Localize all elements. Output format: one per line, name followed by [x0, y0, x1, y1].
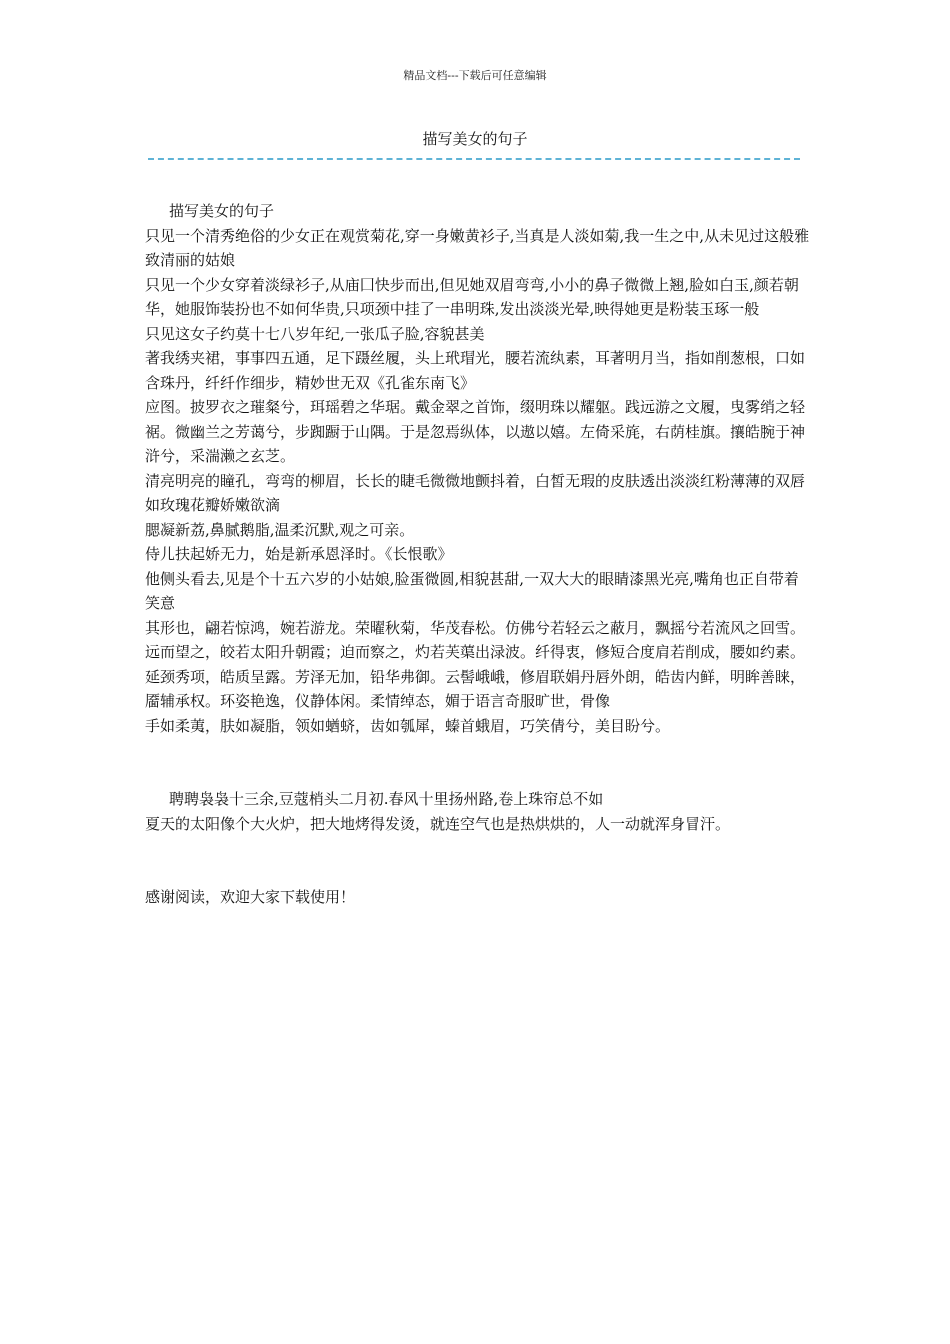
paragraph: 清亮明亮的瞳孔，弯弯的柳眉，长长的睫毛微微地颤抖着，白皙无瑕的皮肤透出淡淡红粉薄薄的双唇如玫瑰花瓣娇嫩欲滴	[145, 471, 806, 514]
paragraph: 只见这女子约莫十七八岁年纪,一张瓜子脸,容貌甚美	[145, 324, 485, 343]
paragraph: 聘聘袅袅十三余,豆蔻梢头二月初.春风十里扬州路,卷上珠帘总不如	[169, 790, 604, 808]
paragraph: 手如柔荑，肤如凝脂，领如蝤蛴，齿如瓠犀，螓首蛾眉，巧笑倩兮，美目盼兮。	[145, 716, 671, 735]
paragraph: 夏天的太阳像个大火炉，把大地烤得发烫，就连空气也是热烘烘的，人一动就浑身冒汗。	[145, 814, 731, 833]
paragraph: 只见一个清秀绝俗的少女正在观赏菊花,穿一身嫩黄衫子,当真是人淡如菊,我一生之中,从未见过这般雅致清丽的姑娘	[145, 226, 810, 269]
closing-note: 感谢阅读，欢迎大家下载使用！	[145, 888, 356, 906]
header-note: 精品文档---下载后可任意编辑	[403, 69, 547, 82]
blank-space	[145, 836, 810, 885]
document-body	[145, 199, 810, 910]
paragraph: 腮凝新荔,鼻腻鹅脂,温柔沉默,观之可亲。	[145, 520, 415, 539]
title-divider	[148, 158, 800, 160]
paragraph: 著我绣夹裙，事事四五通，足下蹑丝履，头上玳瑁光，腰若流纨素，耳著明月当，指如削葱根，口如含珠丹，纤纤作细步，精妙世无双《孔雀东南飞》	[145, 349, 806, 392]
paragraph: 其形也，翩若惊鸿，婉若游龙。荣曜秋菊，华茂春松。仿佛兮若轻云之蔽月，飘摇兮若流风之回雪。远而望之，皎若太阳升朝霞；迫而察之，灼若芙蕖出渌波。纤得衷，修短合度肩若削成，腰如约素。延颈秀项，皓质呈露。芳泽无加，铅华弗御。云髻峨峨，修眉联娟丹唇外朗，皓齿内鲜，明眸善睐，靥辅承权。环姿艳逸，仪静体闲。柔情绰态，媚于语言奇服旷世，骨像	[145, 618, 806, 710]
paragraph: 侍儿扶起娇无力，始是新承恩泽时。《长恨歌》	[145, 545, 453, 563]
paragraph: 只见一个少女穿着淡绿衫子,从庙囗快步而出,但见她双眉弯弯,小小的鼻子微微上翘,脸如白玉,颜若朝华，她服饰装扮也不如何华贵,只项颈中挂了一串明珠,发出淡淡光晕,映得她更是粉装玉琢一般	[145, 275, 799, 318]
blank-space	[145, 738, 810, 787]
document-title: 描写美女的句子	[422, 130, 528, 148]
section-heading: 描写美女的句子	[169, 202, 275, 220]
paragraph: 应图。披罗衣之璀粲兮，珥瑶碧之华琚。戴金翠之首饰，缀明珠以耀躯。践远游之文履，曳雾绡之轻裾。微幽兰之芳蔼兮，步踟蹰于山隅。于是忽焉纵体，以遨以嬉。左倚采旄，右荫桂旗。攘皓腕于神浒兮，采湍濑之玄芝。	[145, 398, 806, 465]
paragraph: 他侧头看去,见是个十五六岁的小姑娘,脸蛋微圆,相貌甚甜,一双大大的眼睛漆黑光亮,嘴角也正自带着笑意	[145, 569, 799, 612]
